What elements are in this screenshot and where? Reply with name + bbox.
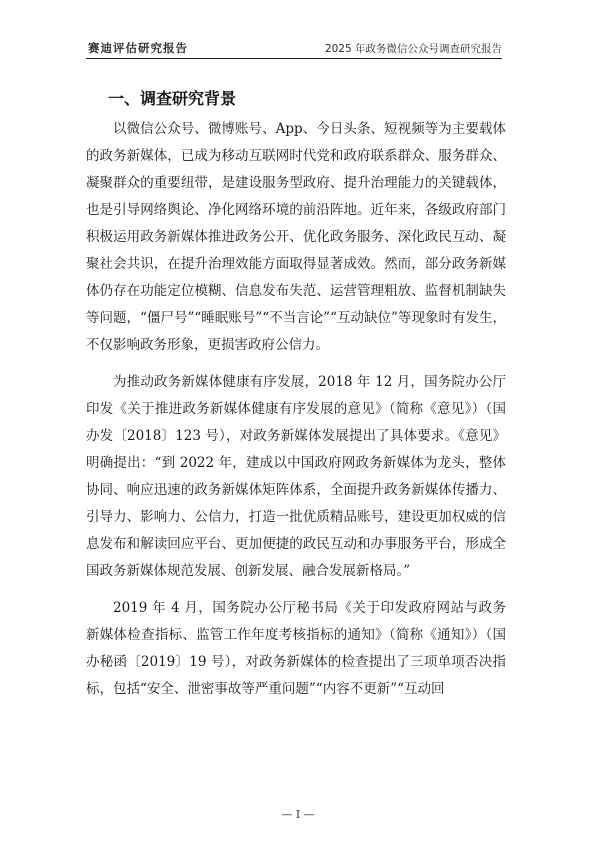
paragraph-background: 以微信公众号、微博账号、App、今日头条、短视频等为主要载体的政务新媒体，已成为移动互联网时代党和政府联系群众、服务群众、凝聚群众的重要纽带，是建设服务型政府、提升治理能力的关键载体，也是引导网络舆论、净化网络环境的前沿阵地。近年来，各级政府部门积极运用政务新媒体推进政务公开、优化政务服务、深化政民互动、凝聚社会共识，在提升治理效能方面取得显著成效。然而，部分政务新媒体仍存在功能定位模糊、信息发布失范、运营管理粗放、监督机制缺失等问题，“僵尸号”“睡眠账号”“不当言论”“互动缺位”等现象时有发生，不仅影响政务形象，更损害政府公信力。 xyxy=(86,121,506,353)
header-left-title: 赛迪评估研究报告 xyxy=(88,41,188,55)
header-right-title: 2025 年政务微信公众号调查研究报告 xyxy=(324,43,502,55)
body-content xyxy=(86,110,506,713)
paragraph-2018-opinion: 为推动政务新媒体健康有序发展，2018 年 12 月，国务院办公厅印发《关于推进政务新媒体健康有序发展的意见》（简称《意见》）（国办发〔2018〕123 号），对政务新媒体发展提出了具体要求。《意见》明确提出：“到 2022 年，建成以中国政府网政务新媒体为龙头，整体协同、响应迅速的政务新媒体矩阵体系，全面提升政务新媒体传播力、引导力、影响力、公信力，打造一批优质精品账号，建设更加权威的信息发布和解读回应平台、更加便捷的政民互动和办事服务平台，形成全国政务新媒体规范发展、创新发展、融合发展新格局。” xyxy=(86,374,506,579)
page-number: — I — xyxy=(281,808,315,821)
paragraph-2019-notice: 2019 年 4 月，国务院办公厅秘书局《关于印发政府网站与政务新媒体检查指标、监管工作年度考核指标的通知》（简称《通知》）（国办秘函〔2019〕19 号），对政务新媒体的检查提出了三项单项否决指标，包括“安全、泄密事故等严重问题”“内容不更新”“互动回 xyxy=(86,600,506,697)
page-header xyxy=(86,38,502,59)
section-title: 一、调查研究背景 xyxy=(108,89,237,108)
